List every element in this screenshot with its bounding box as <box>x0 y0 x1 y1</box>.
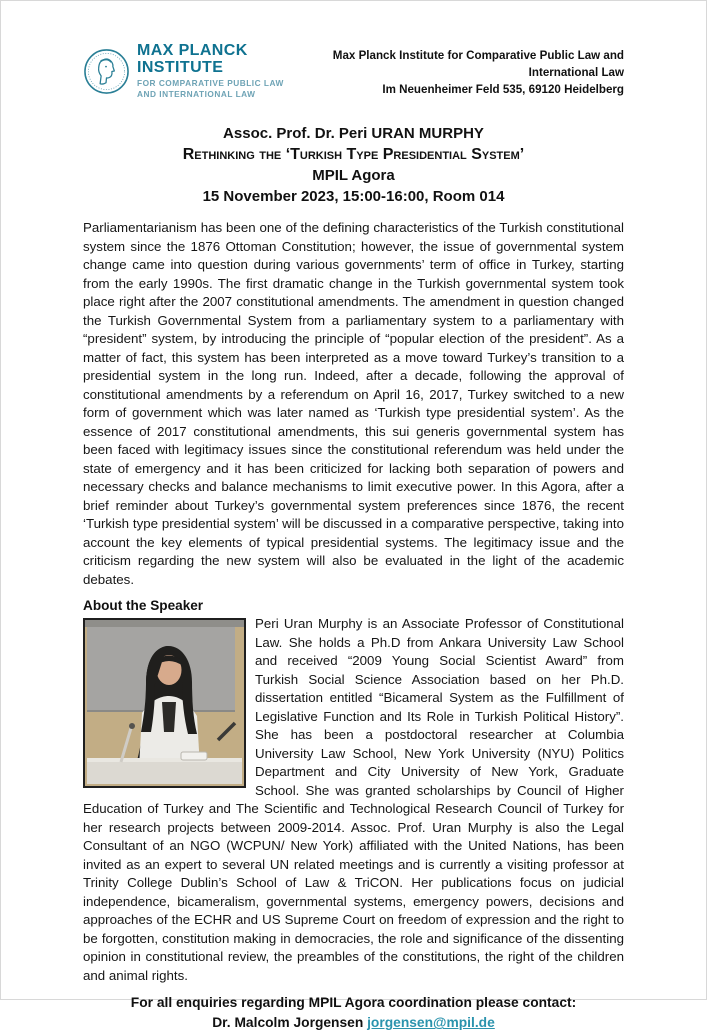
logo-title: MAX PLANCK INSTITUTE <box>137 42 248 76</box>
speaker-name-title: Assoc. Prof. Dr. Peri URAN MURPHY <box>223 125 484 143</box>
talk-title: Rethinking the ‘Turkish Type Presidential System’ <box>182 146 525 164</box>
minerva-seal-icon <box>83 48 130 95</box>
footer <box>83 993 624 1033</box>
address-line2: Im Neuenheimer Feld 535, 69120 Heidelberg <box>382 82 624 96</box>
speaker-photo <box>83 618 246 788</box>
institute-address <box>297 43 624 98</box>
logo-subtitle-line2: AND INTERNATIONAL LAW <box>137 88 256 99</box>
footer-contact-line: For all enquiries regarding MPIL Agora coordination please contact: <box>130 995 577 1011</box>
abstract-paragraph: Parliamentarianism has been one of the defining characteristics of the Turkish constitutional system since the 1876 Ottoman Constitution; however, the issue of governmental system change came into question during various governments’ term of office in Turkey, starting from the early 1990s. The first dramatic change in the Turkish governmental system took place right after the 2007 constitutional amendments. The amendment in question changed the Turkish Governmental System from a parliamentary system to a parliamentary with “president” system, by introducing the principle of “popular election of the president”. As a matter of fact, this system has been interpreted as a move toward Turkey’s transition to a presidential system in the long run. Indeed, after a decade, following the approval of constitutional amendments by a referendum on April 16, 2017, Turkey switched to a new form of government which was later named as ‘Turkish type presidential system’. As the essence of 2017 constitutional amendments, this sui generis governmental system has been faced with legitimacy issues since the constitutional referendum was held under the state of emergency and it has been criticized for lacking both separation of powers and necessary checks and balance mechanisms to limit executive power. In this Agora, after a brief reminder about Turkey’s governmental system preferences since 1876, the recent ‘Turkish type presidential system’ will be discussed in a comparative perspective, taking into account the key elements of typical presidential systems. The legitimacy issue and the criticism regarding the new system will also be evaluated in the light of the academic debates. <box>83 220 624 587</box>
speaker-section <box>83 598 624 985</box>
footer-contact-person <box>83 1013 624 1033</box>
bio-text: Peri Uran Murphy is an Associate Professor of Constitutional Law. She holds a Ph.D from Ankara University Law School and received “2009 Young Social Scientist Award” from Turkish Social Science Association based on her Ph.D. dissertation entitled “Bicameral System as the Fulfillment of Legislative Function and Its Role in Turkish Political History”. She has been a postdoctoral researcher at Columbia University Law School, New York University (NYU) Politics Department and City University of New York, Graduate School. She was granted scholarships by Council of Higher Education of Turkey and The Scientific and Technological Research Council of Turkey for her research projects between 2009-2014. Assoc. Prof. Uran Murphy is also the Legal Consultant of an NGO (WCPUN/ New York) affiliated with the United Nations, has been invited as an expert to several UN related meetings and is currently a visiting professor at Trinity College Dublin’s School of Law & TriCON. Her publications focus on judicial independence, bicameralism, governmental systems, emergency powers, decisions and approaches of the ECHR and US Supreme Court on freedom of expression and the right to be forgotten, constitution making in democracies, the role and significance of the dissenting opinion in constitutional review, the preambles of the constitutions, the right of the children and animal rights. <box>83 616 624 983</box>
logo-subtitle-line1: FOR COMPARATIVE PUBLIC LAW <box>137 77 284 88</box>
logo-text <box>137 43 297 99</box>
header <box>83 43 624 99</box>
series-name: MPIL Agora <box>312 167 395 185</box>
contact-name: Dr. Malcolm Jorgensen <box>212 1015 364 1031</box>
speaker-bio <box>83 615 624 985</box>
title-block <box>83 123 624 207</box>
address-line1: Max Planck Institute for Comparative Public Law and International Law <box>332 49 624 79</box>
mpil-logo <box>83 43 297 99</box>
about-speaker-heading: About the Speaker <box>83 598 204 614</box>
contact-email-link[interactable]: jorgensen@mpil.de <box>367 1015 495 1031</box>
date-time-room: 15 November 2023, 15:00-16:00, Room 014 <box>202 188 505 206</box>
